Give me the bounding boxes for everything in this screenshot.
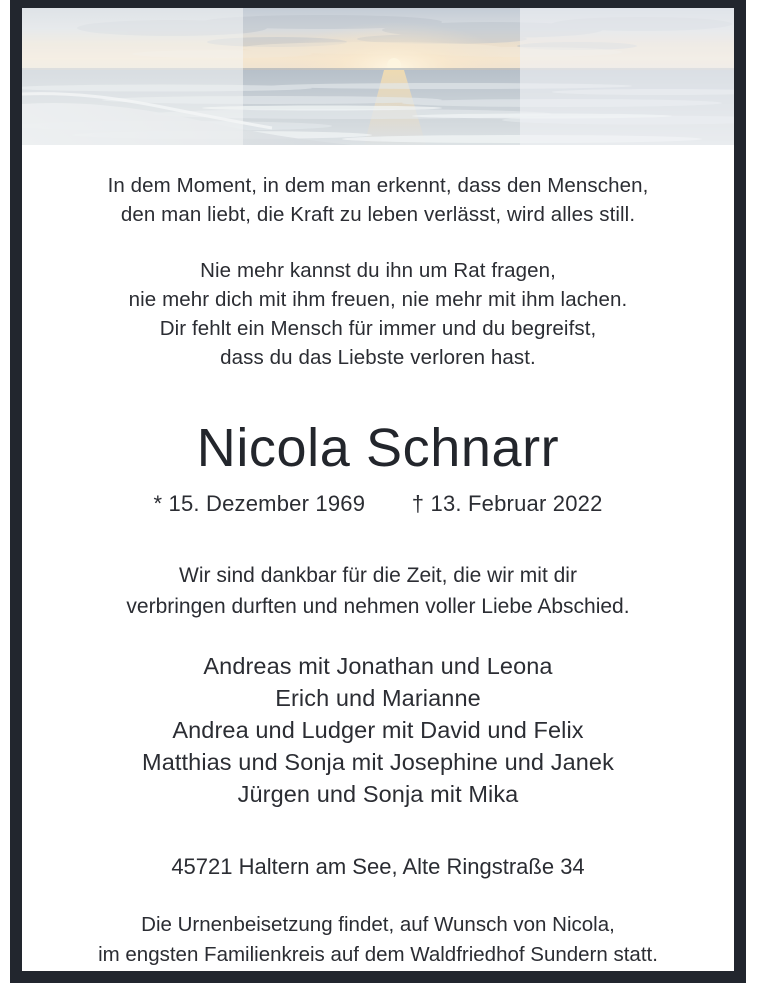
death-date: 13. Februar 2022 [430,491,603,516]
poem-stanza-2-line-1: Nie mehr kannst du ihn um Rat fragen, [200,259,556,282]
poem-stanza-2-line-4: dass du das Liebste verloren hast. [220,346,536,369]
birth-date: 15. Dezember 1969 [168,491,366,516]
deceased-name: Nicola Schnarr [196,418,560,478]
obituary-body [22,145,734,971]
thanks-message [48,560,708,622]
life-dates [48,490,708,518]
thanks-line-1: Wir sind dankbar für die Zeit, die wir mit dir [179,564,577,587]
sunset-sea-illustration [22,8,734,145]
poem-stanza-1-line-1: In dem Moment, in dem man erkennt, dass den Menschen, [107,174,649,197]
poem-stanza-2-line-3: Dir fehlt ein Mensch für immer und du begreifst, [159,317,597,340]
funeral-line-2: im engsten Familienkreis auf dem Waldfriedhof Sundern statt. [98,943,658,966]
thanks-line-2: verbringen durften und nehmen voller Liebe Abschied. [126,595,630,618]
family-line: Matthias und Sonja mit Josephine und Janek [142,749,614,775]
address: 45721 Haltern am See, Alte Ringstraße 34 [171,854,585,879]
obituary-inner [22,8,734,971]
banner-photo [22,8,734,145]
death-symbol: † [411,491,425,516]
poem-stanza-1-line-2: den man liebt, die Kraft zu leben verlässt, wird alles still. [120,203,636,226]
obituary-card [10,0,746,983]
family-line: Andreas mit Jonathan und Leona [203,653,553,679]
family-line: Andrea und Ludger mit David und Felix [172,717,584,743]
poem [48,171,708,372]
funeral-line-1: Die Urnenbeisetzung findet, auf Wunsch von Nicola, [141,913,615,936]
poem-stanza-2-line-2: nie mehr dich mit ihm freuen, nie mehr mit ihm lachen. [128,288,628,311]
family-list [48,650,708,810]
family-line: Jürgen und Sonja mit Mika [237,781,519,807]
funeral-info [48,910,708,970]
birth-symbol: * [153,491,163,516]
family-line: Erich und Marianne [275,685,481,711]
